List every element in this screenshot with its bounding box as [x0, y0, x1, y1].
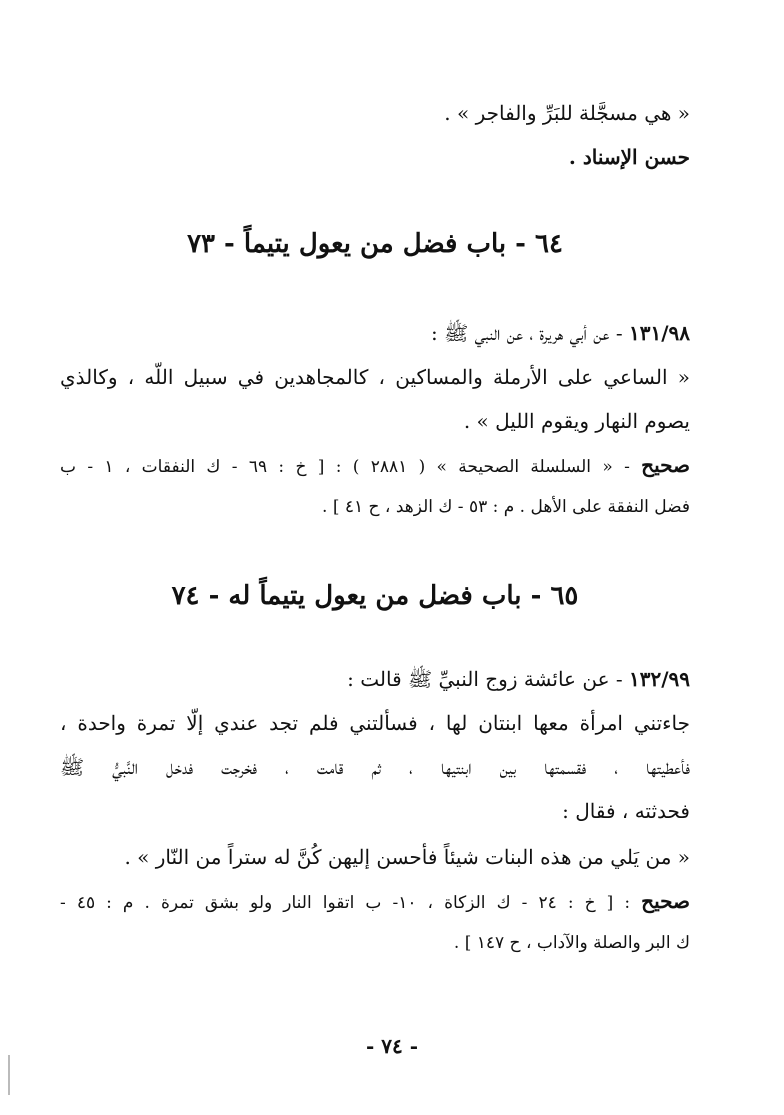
- hadith-quote-end: « هي مسجَّلة للبَرِّ والفاجر » .: [444, 101, 690, 125]
- grading-line: حسن الإسناد .: [568, 145, 690, 169]
- hadith-99-text-line-4: « من يَلي من هذه البنات شيئاً فأحسن إليهن كُنَّ له ستراً من النّار » .: [124, 845, 690, 869]
- hadith-98-intro: [60, 318, 690, 348]
- hadith-number: ١٣١/٩٨: [628, 321, 690, 345]
- takhrij-text: : [ خ : ٢٤ - ك الزكاة ، ١٠- ب اتقوا النار ولو بشق تمرة . م : ٤٥ -: [60, 893, 631, 913]
- hadith-chain: - عن عائشة زوج النبيِّ ﷺ قالت :: [347, 667, 623, 691]
- page-number: - ٧٤ -: [365, 1034, 418, 1058]
- takhrij-text: - « السلسلة الصحيحة » ( ٢٨٨١ ) : [ خ : ٦٩ - ك النفقات ، ١ - ب: [60, 457, 630, 477]
- chapter-heading-65: ٦٥ - باب فضل من يعول يتيماً له - ٧٤: [171, 581, 579, 611]
- hadith-99-text-line-1: جاءتني امرأة معها ابنتان لها ، فسألتني فلم تجد عندي إلّا تمرة واحدة ،: [60, 711, 690, 735]
- hadith-chain: - عن أبي هريرة ، عن النبي ﷺ :: [430, 321, 623, 345]
- hadith-98-text-line-2: يصوم النهار ويقوم الليل » .: [463, 409, 690, 433]
- chapter-heading-64: ٦٤ - باب فضل من يعول يتيماً - ٧٣: [187, 229, 563, 259]
- grading-label: صحيح: [641, 453, 690, 477]
- scan-edge-mark: [8, 1055, 10, 1095]
- hadith-99-text-line-3: فحدثته ، فقال :: [562, 799, 690, 823]
- hadith-99-intro: [60, 664, 690, 694]
- hadith-98-takhrij-line-2: فضل النفقة على الأهل . م : ٥٣ - ك الزهد ، ح ٤١ ] .: [322, 497, 690, 517]
- hadith-number: ١٣٢/٩٩: [628, 667, 690, 691]
- hadith-99-text-line-2: فأعطيتها ، فقسمتها بين ابنتيها ، ثم قامت ، فخرجت فدخل النَّبيُّ ﷺ: [60, 755, 690, 779]
- hadith-98-takhrij-line-1: [60, 450, 690, 482]
- grading-label: صحيح: [641, 889, 690, 913]
- hadith-99-takhrij-line-2: ك البر والصلة والآداب ، ح ١٤٧ ] .: [453, 933, 690, 953]
- hadith-99-takhrij-line-1: [60, 886, 690, 918]
- hadith-98-text-line-1: « الساعي على الأرملة والمساكين ، كالمجاهدين في سبيل اللّه ، وكالذي: [60, 365, 690, 389]
